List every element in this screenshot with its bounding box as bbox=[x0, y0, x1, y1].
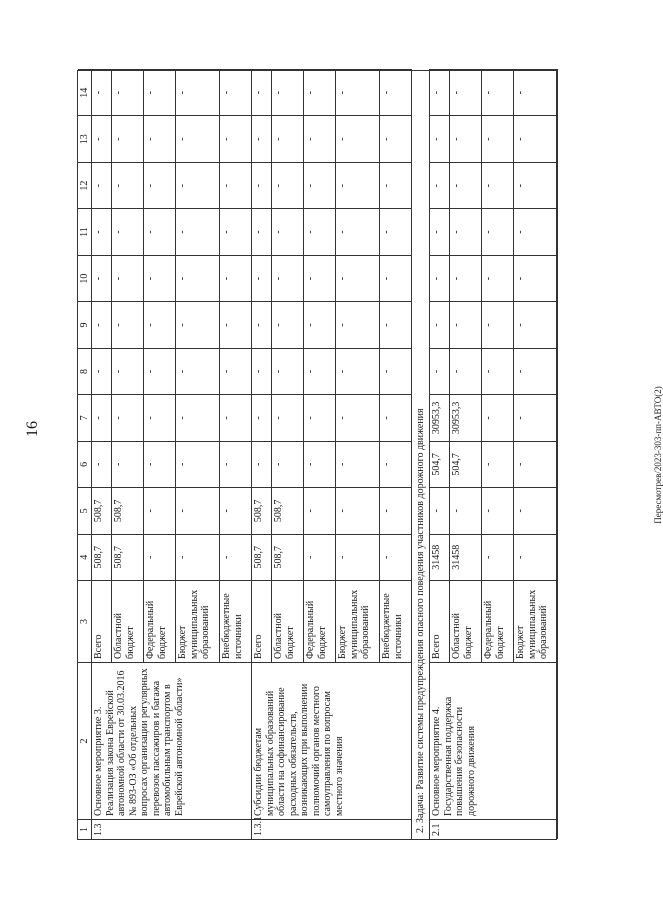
funding-source: Всего bbox=[430, 580, 449, 662]
funding-row bbox=[220, 69, 252, 662]
funding-row bbox=[380, 69, 412, 662]
document-footer: Пересмотрев/2023-303-пп-АВТО(2) bbox=[653, 386, 663, 524]
value-cell: - bbox=[514, 208, 557, 254]
value-cell: - bbox=[380, 534, 411, 580]
value-cell: 508,7 bbox=[252, 534, 271, 580]
value-cell: 508,7 bbox=[272, 534, 303, 580]
header-cell: 5 bbox=[78, 487, 91, 533]
value-cell: - bbox=[252, 69, 271, 115]
value-cell: - bbox=[220, 441, 251, 487]
value-cell: - bbox=[220, 162, 251, 208]
value-cell: - bbox=[144, 394, 175, 440]
value-cell: - bbox=[380, 162, 411, 208]
funding-row bbox=[450, 69, 482, 662]
value-cell: - bbox=[336, 534, 379, 580]
value-cell: - bbox=[430, 162, 449, 208]
value-cell: 508,7 bbox=[92, 534, 111, 580]
value-cell: - bbox=[272, 208, 303, 254]
funding-row bbox=[112, 69, 144, 662]
value-cell: - bbox=[272, 69, 303, 115]
value-cell: - bbox=[144, 348, 175, 394]
funding-source: Бюджет муниципальных образований bbox=[514, 580, 557, 662]
value-cell: - bbox=[112, 441, 143, 487]
funding-source: Бюджет муниципальных образований bbox=[336, 580, 379, 662]
value-cell: - bbox=[92, 348, 111, 394]
value-cell: - bbox=[272, 348, 303, 394]
value-cell: - bbox=[144, 208, 175, 254]
row-number: 1.3 bbox=[92, 819, 251, 839]
value-cell: - bbox=[482, 208, 513, 254]
value-cell: - bbox=[272, 441, 303, 487]
value-cell: - bbox=[272, 394, 303, 440]
value-cell: - bbox=[92, 301, 111, 347]
funding-row bbox=[304, 69, 336, 662]
value-cell: - bbox=[514, 162, 557, 208]
funding-source: Областной бюджет bbox=[450, 580, 481, 662]
value-cell: - bbox=[514, 487, 557, 533]
value-cell: - bbox=[272, 162, 303, 208]
value-cell: - bbox=[336, 301, 379, 347]
value-cell: - bbox=[220, 394, 251, 440]
value-cell: - bbox=[92, 394, 111, 440]
value-cell: - bbox=[380, 441, 411, 487]
value-cell: - bbox=[176, 394, 219, 440]
value-cell: - bbox=[112, 255, 143, 301]
value-cell: - bbox=[482, 348, 513, 394]
value-cell: - bbox=[450, 69, 481, 115]
value-cell: - bbox=[514, 255, 557, 301]
value-cell: - bbox=[304, 487, 335, 533]
value-cell: - bbox=[336, 115, 379, 161]
value-cell: - bbox=[304, 441, 335, 487]
value-cell: - bbox=[514, 348, 557, 394]
value-cell: - bbox=[92, 115, 111, 161]
value-cell: - bbox=[482, 441, 513, 487]
value-cell: - bbox=[336, 162, 379, 208]
measure-name: Основное мероприятие 4. Государственная поддержка повышения безопасности дорожного движения bbox=[430, 662, 557, 819]
value-cell: 31458 bbox=[450, 534, 481, 580]
funding-source: Областной бюджет bbox=[112, 580, 143, 662]
value-cell: - bbox=[514, 394, 557, 440]
value-cell: - bbox=[380, 255, 411, 301]
value-cell: - bbox=[450, 301, 481, 347]
value-cell: - bbox=[220, 115, 251, 161]
value-cell: - bbox=[144, 69, 175, 115]
value-cell: 504,7 bbox=[450, 441, 481, 487]
value-cell: 508,7 bbox=[112, 487, 143, 533]
value-cell: - bbox=[482, 394, 513, 440]
funding-row bbox=[272, 69, 304, 662]
value-cell: - bbox=[252, 301, 271, 347]
value-cell: - bbox=[304, 162, 335, 208]
value-cell: - bbox=[176, 255, 219, 301]
value-cell: - bbox=[252, 208, 271, 254]
row-number: 2.1 bbox=[430, 819, 557, 839]
value-cell: - bbox=[514, 534, 557, 580]
value-cell: - bbox=[144, 441, 175, 487]
value-cell: - bbox=[144, 487, 175, 533]
value-cell: - bbox=[252, 441, 271, 487]
value-cell: - bbox=[112, 162, 143, 208]
header-cell: 3 bbox=[78, 580, 91, 662]
value-cell: - bbox=[304, 348, 335, 394]
value-cell: - bbox=[336, 255, 379, 301]
value-cell: - bbox=[220, 69, 251, 115]
header-cell: 11 bbox=[78, 208, 91, 254]
value-cell: - bbox=[430, 255, 449, 301]
value-cell: - bbox=[482, 301, 513, 347]
value-cell: - bbox=[220, 208, 251, 254]
measure-name: Субсидии бюджетам муниципальных образований области на софинансирование расходных обязательств, возникающих при выполнении полномочий органов местного самоуправления по вопросам местного значения bbox=[252, 662, 411, 819]
header-cell: 10 bbox=[78, 255, 91, 301]
value-cell: - bbox=[304, 69, 335, 115]
funding-source: Бюджет муниципальных образований bbox=[176, 580, 219, 662]
value-cell: - bbox=[220, 301, 251, 347]
header-cell: 14 bbox=[78, 69, 91, 115]
value-cell: - bbox=[112, 348, 143, 394]
funding-row bbox=[514, 69, 558, 662]
value-cell: - bbox=[514, 115, 557, 161]
value-cell: - bbox=[92, 162, 111, 208]
value-cell: - bbox=[380, 208, 411, 254]
value-cell: - bbox=[144, 255, 175, 301]
header-cell: 7 bbox=[78, 394, 91, 440]
value-cell: - bbox=[92, 441, 111, 487]
funding-source: Областной бюджет bbox=[272, 580, 303, 662]
value-cell: - bbox=[450, 487, 481, 533]
funding-source: Федеральный бюджет bbox=[482, 580, 513, 662]
funding-row bbox=[482, 69, 514, 662]
value-cell: - bbox=[112, 208, 143, 254]
value-cell: - bbox=[252, 162, 271, 208]
value-cell: - bbox=[430, 208, 449, 254]
value-cell: - bbox=[144, 301, 175, 347]
value-cell: - bbox=[92, 69, 111, 115]
value-cell: - bbox=[272, 255, 303, 301]
value-cell: - bbox=[220, 534, 251, 580]
budget-table bbox=[77, 70, 557, 840]
value-cell: 508,7 bbox=[252, 487, 271, 533]
funding-row bbox=[144, 69, 176, 662]
funding-source: Всего bbox=[92, 580, 111, 662]
value-cell: - bbox=[336, 394, 379, 440]
value-cell: - bbox=[304, 115, 335, 161]
value-cell: - bbox=[144, 115, 175, 161]
page-number: 16 bbox=[24, 421, 41, 437]
value-cell: 508,7 bbox=[272, 487, 303, 533]
value-cell: - bbox=[252, 394, 271, 440]
value-cell: - bbox=[112, 69, 143, 115]
value-cell: 30953,3 bbox=[450, 394, 481, 440]
header-cell: 1 bbox=[78, 819, 91, 839]
value-cell: - bbox=[176, 487, 219, 533]
value-cell: - bbox=[430, 115, 449, 161]
value-cell: - bbox=[304, 208, 335, 254]
value-cell: - bbox=[252, 115, 271, 161]
value-cell: - bbox=[336, 348, 379, 394]
value-cell: - bbox=[176, 534, 219, 580]
value-cell: - bbox=[176, 441, 219, 487]
value-cell: - bbox=[380, 69, 411, 115]
value-cell: - bbox=[176, 115, 219, 161]
header-cell: 2 bbox=[78, 662, 91, 819]
value-cell: - bbox=[450, 255, 481, 301]
value-cell: - bbox=[336, 208, 379, 254]
value-cell: 508,7 bbox=[112, 534, 143, 580]
value-cell: - bbox=[336, 69, 379, 115]
value-cell: - bbox=[92, 255, 111, 301]
value-cell: - bbox=[252, 348, 271, 394]
value-cell: - bbox=[112, 115, 143, 161]
value-cell: - bbox=[144, 534, 175, 580]
value-cell: - bbox=[220, 348, 251, 394]
table-header-row bbox=[78, 69, 92, 839]
value-cell: - bbox=[112, 301, 143, 347]
value-cell: - bbox=[430, 348, 449, 394]
funding-source: Внебюджетные источники bbox=[220, 580, 251, 662]
value-cell: - bbox=[380, 115, 411, 161]
value-cell: - bbox=[482, 255, 513, 301]
value-cell: - bbox=[514, 441, 557, 487]
value-cell: - bbox=[112, 394, 143, 440]
value-cell: - bbox=[176, 208, 219, 254]
value-cell: - bbox=[450, 208, 481, 254]
value-cell: - bbox=[272, 301, 303, 347]
value-cell: - bbox=[482, 115, 513, 161]
value-cell: - bbox=[430, 69, 449, 115]
header-cell: 8 bbox=[78, 348, 91, 394]
value-cell: - bbox=[450, 348, 481, 394]
value-cell: - bbox=[92, 208, 111, 254]
funding-row bbox=[430, 69, 450, 662]
funding-source: Всего bbox=[252, 580, 271, 662]
value-cell: - bbox=[176, 301, 219, 347]
header-cell: 9 bbox=[78, 301, 91, 347]
funding-row bbox=[252, 69, 272, 662]
value-cell: - bbox=[380, 394, 411, 440]
value-cell: - bbox=[220, 487, 251, 533]
value-cell: - bbox=[176, 162, 219, 208]
value-cell: 31458 bbox=[430, 534, 449, 580]
value-cell: - bbox=[380, 348, 411, 394]
funding-row bbox=[336, 69, 380, 662]
value-cell: - bbox=[304, 301, 335, 347]
value-cell: - bbox=[304, 394, 335, 440]
funding-source: Внебюджетные источники bbox=[380, 580, 411, 662]
value-cell: - bbox=[336, 487, 379, 533]
value-cell: - bbox=[272, 115, 303, 161]
measure-name: Основное мероприятие 3. Реализация закона Еврейской автономной области от 30.03.2016 № 893-ОЗ «Об отдельных вопросах организации регулярных перевозок пассажиров и багажа автомобильным транспортом в Еврейской автономной области» bbox=[92, 662, 251, 819]
header-cell: 13 bbox=[78, 115, 91, 161]
value-cell: 30953,3 bbox=[430, 394, 449, 440]
header-cell: 4 bbox=[78, 534, 91, 580]
value-cell: - bbox=[144, 162, 175, 208]
value-cell: - bbox=[176, 69, 219, 115]
section-row bbox=[412, 69, 430, 839]
value-cell: - bbox=[430, 301, 449, 347]
funding-source: Федеральный бюджет bbox=[144, 580, 175, 662]
funding-source: Федеральный бюджет bbox=[304, 580, 335, 662]
value-cell: - bbox=[220, 255, 251, 301]
value-cell: - bbox=[252, 255, 271, 301]
value-cell: 508,7 bbox=[92, 487, 111, 533]
value-cell: - bbox=[514, 301, 557, 347]
value-cell: - bbox=[304, 534, 335, 580]
value-cell: 504,7 bbox=[430, 441, 449, 487]
value-cell: - bbox=[482, 487, 513, 533]
value-cell: - bbox=[430, 487, 449, 533]
value-cell: - bbox=[482, 162, 513, 208]
value-cell: - bbox=[514, 69, 557, 115]
row-number: 1.3.1 bbox=[252, 819, 411, 839]
section-title: 2. Задача: Развитие системы предупреждения опасного поведения участников дорожного движения bbox=[415, 408, 426, 833]
value-cell: - bbox=[176, 348, 219, 394]
value-cell: - bbox=[380, 301, 411, 347]
value-cell: - bbox=[304, 255, 335, 301]
value-cell: - bbox=[482, 69, 513, 115]
funding-row bbox=[92, 69, 112, 662]
header-cell: 6 bbox=[78, 441, 91, 487]
value-cell: - bbox=[450, 115, 481, 161]
header-cell: 12 bbox=[78, 162, 91, 208]
value-cell: - bbox=[482, 534, 513, 580]
value-cell: - bbox=[450, 162, 481, 208]
value-cell: - bbox=[380, 487, 411, 533]
value-cell: - bbox=[336, 441, 379, 487]
funding-row bbox=[176, 69, 220, 662]
